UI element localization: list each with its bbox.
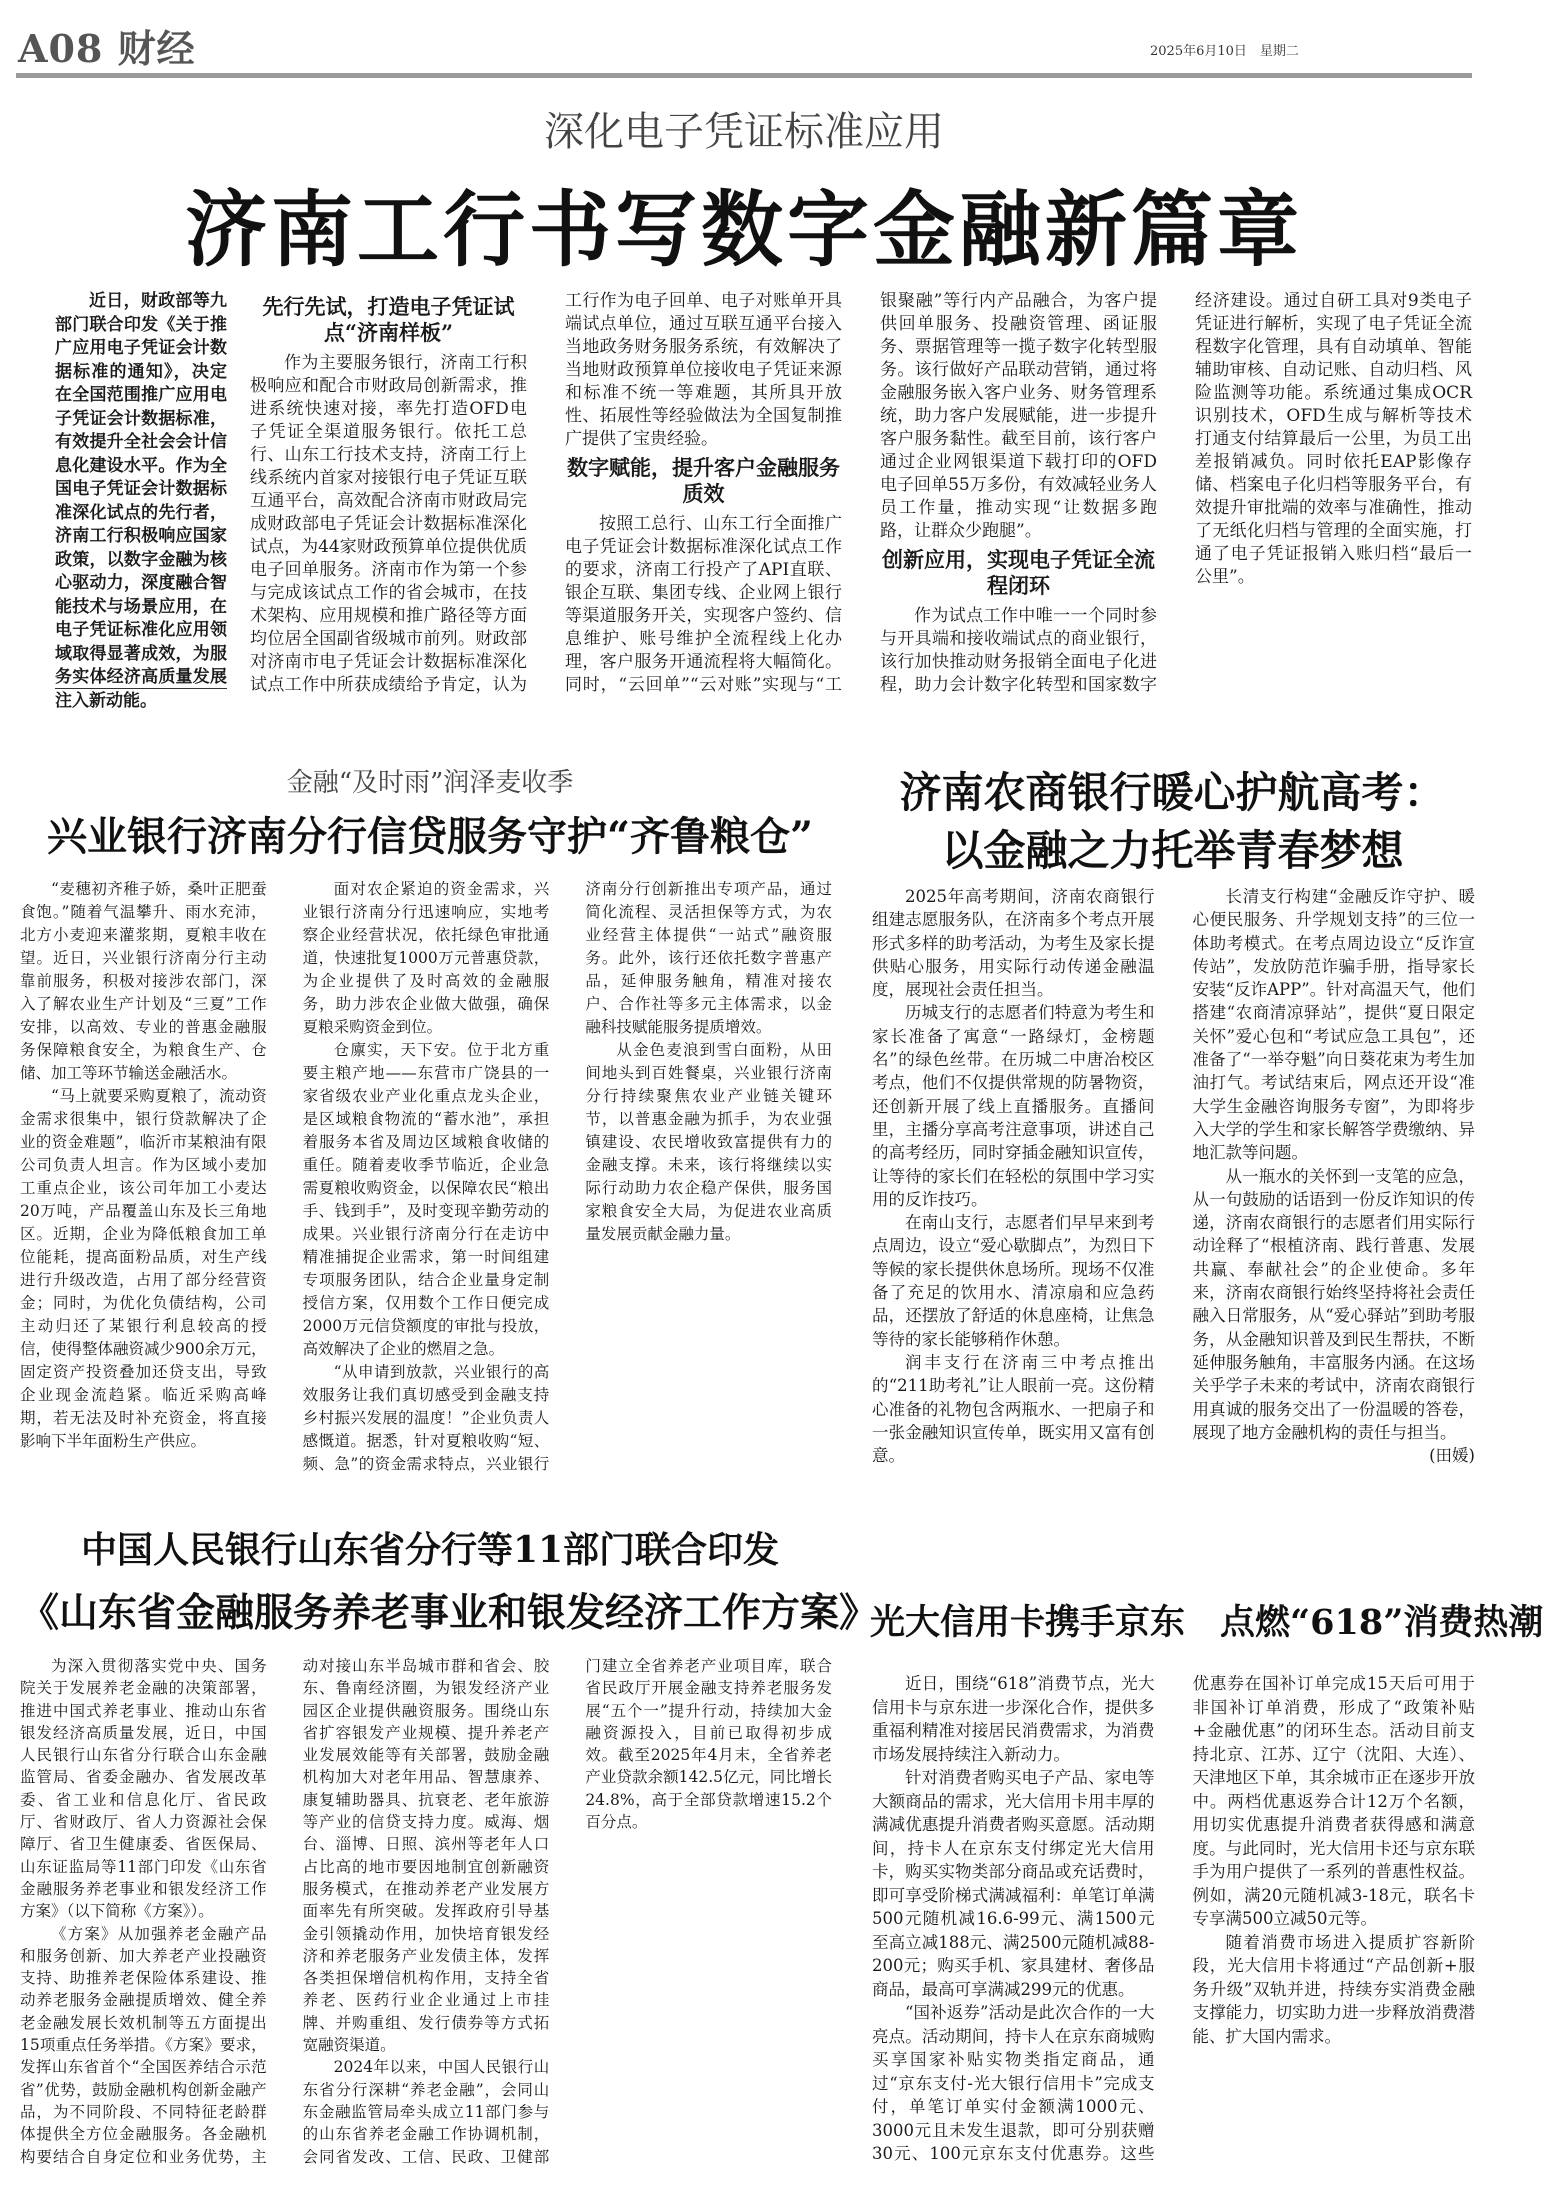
article3-paragraph: 长清支行构建“金融反诈守护、暖心便民服务、升学规划支持”的三位一体助考模式。在考点周边设立“反诈宣传站”，发放防范诈骗手册，指导家长安装“反诈APP”。针对高温天气，他们搭建“农商清凉驿站”，提供“夏日限定关怀”爱心包和“考试应急工具包”，还准备了“一举夺魁”向日葵花束为考生加油打气。考试结束后，网点还开设“准大学生金融咨询服务专窗”，为即将步入大学的学生和家长解答学费缴纳、异地汇款等问题。: [1192, 887, 1475, 1163]
article3-paragraph: 历城支行的志愿者们特意为考生和家长准备了寓意“一路绿灯，金榜题名”的绿色丝带。在历城二中唐冶校区考点，他们不仅提供常规的防暑物资，还创新开展了线上直播服务。直播间里，主播分享高考注意事项，讲述自己的高考经历，同时穿插金融知识宣传，让等待的家长们在轻松的氛围中学习实用的反诈技巧。: [872, 1003, 1155, 1209]
article5-paragraph: 随着消费市场进入提质扩容新阶段，光大信用卡将通过“产品创新+服务升级”双轨并进，持续夯实消费金融支撑能力，切实助力进一步释放消费潜能、扩大国内需求。: [1192, 1932, 1475, 2046]
article2-paragraph: 面对农企紧迫的资金需求，兴业银行济南分行迅速响应，实地考察企业经营状况，依托绿色审批通道，快速批复1000万元普惠贷款，为企业提供了及时高效的金融服务，助力涉农企业做大做强，确保夏粮采购资金到位。: [302, 880, 550, 1036]
article1-subhead-1: 先行先试，打造电子凭证试点“济南样板”: [262, 294, 515, 345]
article5-body: [872, 1672, 1475, 2177]
article3-headline-line1: 济南农商银行暖心护航高考：: [899, 768, 1446, 817]
article3-body: [872, 885, 1475, 1485]
article1-kicker: 深化电子凭证标准应用: [544, 109, 944, 155]
article4-paragraph: 为深入贯彻落实党中央、国务院关于发展养老金融的决策部署，推进中国式养老事业、推动山东省银发经济高质量发展，近日，中国人民银行山东省分行联合山东金融监管局、省委金融办、省发展改革委、省工业和信息化厅、省民政厅、省财政厅、省人力资源社会保障厅、省卫生健康委、省医保局、山东证监局等11部门印发《山东省金融服务养老事业和银发经济工作方案》（以下简称《方案》）。: [20, 1657, 267, 1921]
article2-kicker: 金融“及时雨”润泽麦收季: [286, 768, 574, 798]
article3-paragraph: 2025年高考期间，济南农商银行组建志愿服务队，在济南多个考点开展形式多样的助考活动，为考生及家长提供贴心服务，用实际行动传递金融温度，展现社会责任担当。: [872, 887, 1155, 1000]
article4-headline-line1: 中国人民银行山东省分行等11部门联合印发: [80, 1529, 780, 1571]
article2-body: [20, 878, 832, 1483]
article4-paragraph: 《方案》从加强养老金融产品和服务创新、加大养老产业投融资支持、助推养老保险体系建设、推动养老服务金融提质增效、健全养老金融发展长效机制等五方面提出15项重点任务举措。《方案》要求，发挥山东省首个“全国医养结合示范省”优势，鼓励金融机构创新金融产品，为不同阶段、不同特征老龄群体提供全方位金融服务。各金融机构要结合自身定位和业务优势，主动对接山东半岛城市群和省会、胶东、鲁南经济圈，为银发经济产业园区企业提供融资服务。围绕山东省扩容银发产业规模、提升养老产业发展效能等有关部署，鼓励金融机构加大对老年用品、智慧康养、康复辅助器具、抗衰老、老年旅游等产业的信贷支持力度。威海、烟台、淄博、日照、滨州等老年人口占比高的地市要因地制宜创新融资服务模式，在推动养老产业发展方面率先有所突破。发挥政府引导基金引领撬动作用，加快培育银发经济和养老服务产业发债主体，发挥各类担保增信机构作用，支持全省养老、医药行业企业通过上市挂牌、并购重组、发行债券等方式拓宽融资渠道。: [20, 1657, 550, 2166]
article5-paragraph: 针对消费者购买电子产品、家电等大额商品的需求，光大信用卡用丰厚的满减优惠提升消费者购买意愿。活动期间，持卡人在京东支付绑定光大信用卡，购买实物类部分商品或充话费时，即可享受阶梯式满减福利：单笔订单满500元随机减16.6-99元、满1500元至高立减188元、满2500元随机减88-200元；购买手机、家具建材、奢侈品商品，最高可享满减299元的优惠。: [872, 1768, 1155, 1999]
article1-headline: 济南工行书写数字金融新篇章: [184, 182, 1303, 278]
article4-headline-line2: 《山东省金融服务养老事业和银发经济工作方案》: [20, 1590, 879, 1636]
article1-paragraph: 按照工总行、山东工行全面推广电子凭证会计数据标准深化试点工作的要求，济南工行投产了API直联、银企互联、集团专线、企业网上银行等渠道服务开关，实现客户签约、信息维护、账号维护全流程线上化办理，客户服务开通流程将大幅简化。同时，“云回单”“云对账”实现与“工银聚融”等行内产品融合，为客户提供回单服务、投融资管理、函证服务、票据管理等一揽子数字化转型服务。该行做好产品联动营销，通过将金融服务嵌入客户业务、财务管理系统，助力客户发展赋能，进一步提升客户服务黏性。截至目前，该行客户通过企业网银渠道下载打印的OFD电子回单55万多份，有效减轻业务人员工作量，推动实现“让数据多跑路，让群众少跑腿”。: [565, 291, 1157, 695]
article1-body: [250, 290, 1472, 700]
article2-paragraph: 从金色麦浪到雪白面粉，从田间地头到百姓餐桌，兴业银行济南分行持续聚焦农业产业链关键环节，以普惠金融为抓手，为农业强镇建设、农民增收致富提供有力的金融支撑。未来，该行将继续以实际行动助力农企稳产保供，服务国家粮食安全大局，为促进农业高质量发展贡献金融力量。: [585, 1041, 832, 1243]
article3-paragraph: 润丰支行在济南三中考点推出的“211助考礼”让人眼前一亮。这份精心准备的礼物包含两瓶水、一把扇子和一张金融知识宣传单，既实用又富有创意。: [872, 1352, 1155, 1466]
masthead-rule: [16, 73, 1472, 78]
article3-paragraph: 从一瓶水的关怀到一支笔的应急，从一句鼓励的话语到一份反诈知识的传递，济南农商银行的志愿者们用实际行动诠释了“根植济南、践行普惠、发展共赢、奉献社会”的企业使命。多年来，济南农商银行始终坚持将社会责任融入日常服务，从“爱心驿站”到助考服务，从金融知识普及到民生帮扶，不断延伸服务触角，丰富服务内涵。在这场关乎学子未来的考试中，济南农商银行用真诚的服务交出了一份温暖的答卷，展现了地方金融机构的责任与担当。: [1192, 1166, 1475, 1442]
article4-paragraph: 2024年以来，中国人民银行山东省分行深耕“养老金融”，会同山东金融监管局牵头成立11部门参与的山东省养老金融工作协调机制，会同省发改、工信、民政、卫健部门建立全省养老产业项目库，联合省民政厅开展金融支持养老服务发展“五个一”提升行动，持续加大金融资源投入，目前已取得初步成效。截至2025年4月末，全省养老产业贷款余额142.5亿元，同比增长24.8%，高于全部贷款增速15.2个百分点。: [302, 1657, 832, 2166]
article3-byline: (田媛): [1429, 1446, 1475, 1466]
issue-date: 2025年6月10日 星期二: [1150, 44, 1299, 59]
article5-paragraph: 近日，围绕“618”消费节点，光大信用卡与京东进一步深化合作，提供多重福利精准对接居民消费需求，为消费市场发展持续注入新动力。: [872, 1674, 1155, 1764]
article5-headline: 光大信用卡携手京东 点燃“618”消费热潮: [870, 1602, 1543, 1643]
article4-body: [20, 1655, 832, 2175]
article1-paragraph: 作为试点工作中唯一一个同时参与开具端和接收端试点的商业银行，该行加快推动财务报销全面电子化进程，助力会计数字化转型和国家数字经济建设。通过自研工具对9类电子凭证进行解析，实现了电子凭证全流程数字化管理，具有自动填单、智能辅助审核、自动记账、自动归档、风险监测等功能。系统通过集成OCR识别技术，OFD生成与解析等技术打通支付结算最后一公里，为员工出差报销减负。同时依托EAP影像存储、档案电子化归档等服务平台，有效提升审批端的效率与准确性，推动了无纸化归档与管理的全面实施，打通了电子凭证报销入账归档“最后一公里”。: [880, 291, 1472, 695]
article2-paragraph: “从申请到放款，兴业银行的高效服务让我们真切感受到金融支持乡村振兴发展的温度！”企业负责人感慨道。据悉，针对夏粮收购“短、频、急”的资金需求特点，兴业银行济南分行创新推出专项产品，通过简化流程、灵活担保等方式，为农业经营主体提供“一站式”融资服务。此外，该行还依托数字普惠产品，延伸服务触角，精准对接农户、合作社等多元主体需求，以金融科技赋能服务提质增效。: [302, 880, 832, 1473]
page-section-label: A08 财经: [18, 26, 196, 71]
article1-subhead-2: 数字赋能，提升客户金融服务质效: [567, 455, 840, 506]
article3-headline-line2: 以金融之力托举青春梦想: [941, 826, 1404, 875]
article1-lead: 近日，财政部等九部门联合印发《关于推广应用电子凭证会计数据标准的通知》，决定在全国范围推广应用电子凭证会计数据标准，有效提升全社会会计信息化建设水平。作为全国电子凭证会计数据标准深化试点的先行者，济南工行积极响应国家政策，以数字金融为核心驱动力，深度融合智能技术与场景应用，在电子凭证标准化应用领域取得显著成效，为服务实体经济高质量发展注入新动能。: [55, 291, 227, 711]
article1-subhead-3: 创新应用，实现电子凭证全流程闭环: [882, 547, 1155, 598]
article2-headline: 兴业银行济南分行信贷服务守护“齐鲁粮仓”: [46, 813, 813, 860]
article5-paragraph: “国补返券”活动是此次合作的一大亮点。活动期间，持卡人在京东商城购买享国家补贴实物类指定商品，通过“京东支付-光大银行信用卡”完成支付，单笔订单实付金额满1000元、3000元且未发生退款，即可分别获赠30元、100元京东支付优惠券。这些优惠券在国补订单完成15天后可用于非国补订单消费，形成了“政策补贴+金融优惠”的闭环生态。活动目前支持北京、江苏、辽宁（沈阳、大连）、天津地区下单，其余城市正在逐步开放中。两档优惠返券合计12万个名额，用切实优惠提升消费者获得感和满意度。与此同时，光大信用卡还与京东联手为用户提供了一系列的普惠性权益。例如，满20元随机减3-18元，联名卡专享满500立减50元等。: [872, 1674, 1475, 2163]
article2-paragraph: “麦穗初齐稚子娇，桑叶正肥蚕食饱。”随着气温攀升、雨水充沛，北方小麦迎来灌浆期，夏粮丰收在望。近日，兴业银行济南分行主动靠前服务，积极对接涉农部门，深入了解农业生产计划及“三夏”工作安排，以高效、专业的普惠金融服务保障粮食安全，为粮食生产、仓储、加工等环节输送金融活水。: [20, 880, 267, 1082]
article3-paragraph: 在南山支行，志愿者们早早来到考点周边，设立“爱心歇脚点”，为烈日下等候的家长提供休息场所。现场不仅准备了充足的饮用水、清凉扇和应急药品，还摆放了舒适的休息座椅，让焦急等待的家长能够稍作休憩。: [872, 1213, 1155, 1349]
article2-paragraph: 仓廪实，天下安。位于北方重要主粮产地——东营市广饶县的一家省级农业产业化重点龙头企业，是区域粮食物流的“蓄水池”，承担着服务本省及周边区域粮食收储的重任。随着麦收季节临近，企业急需夏粮收购资金，以保障农民“粮出手、钱到手”，及时变现辛勤劳动的成果。兴业银行济南分行在走访中精准捕捉企业需求，第一时间组建专项服务团队，结合企业量身定制授信方案，仅用数个工作日便完成2000万元信贷额度的审批与投放，高效解决了企业的燃眉之急。: [302, 1041, 550, 1358]
article1-paragraph: 作为主要服务银行，济南工行积极响应和配合市财政局创新需求，推进系统快速对接，率先打造OFD电子凭证全渠道服务银行。依托工总行、山东工行技术支持，济南工行上线系统内首家对接银行电子凭证互联互通平台，高效配合济南市财政局完成财政部电子凭证会计数据标准深化试点，为44家财政预算单位提供优质电子回单服务。济南市作为第一个参与完成该试点工作的省会城市，在技术架构、应用规模和推广路径等方面均位居全国副省级城市前列。财政部对济南市电子凭证会计数据标准深化试点工作中所获成绩给予肯定，认为工行作为电子回单、电子对账单开具端试点单位，通过互联互通平台接入当地政务财务服务系统，有效解决了当地财政预算单位接收电子凭证来源和标准不统一等难题，其所具开放性、拓展性等经验做法为全国复制推广提供了宝贵经验。: [250, 291, 842, 695]
article2-paragraph: “马上就要采购夏粮了，流动资金需求很集中，银行贷款解决了企业的资金难题”，临沂市某粮油有限公司负责人坦言。作为区域小麦加工重点企业，该公司年加工小麦达20万吨，产品覆盖山东及长三角地区。近期，企业为降低粮食加工单位能耗，提高面粉品质，对生产线进行升级改造，占用了部分经营资金；同时，为优化负债结构，公司主动归还了某银行利息较高的授信，使得整体融资减少900余万元，固定资产投资叠加还贷支出，导致企业现金流趋紧。临近采购高峰期，若无法及时补充资金，将直接影响下半年面粉生产供应。: [20, 1087, 267, 1450]
